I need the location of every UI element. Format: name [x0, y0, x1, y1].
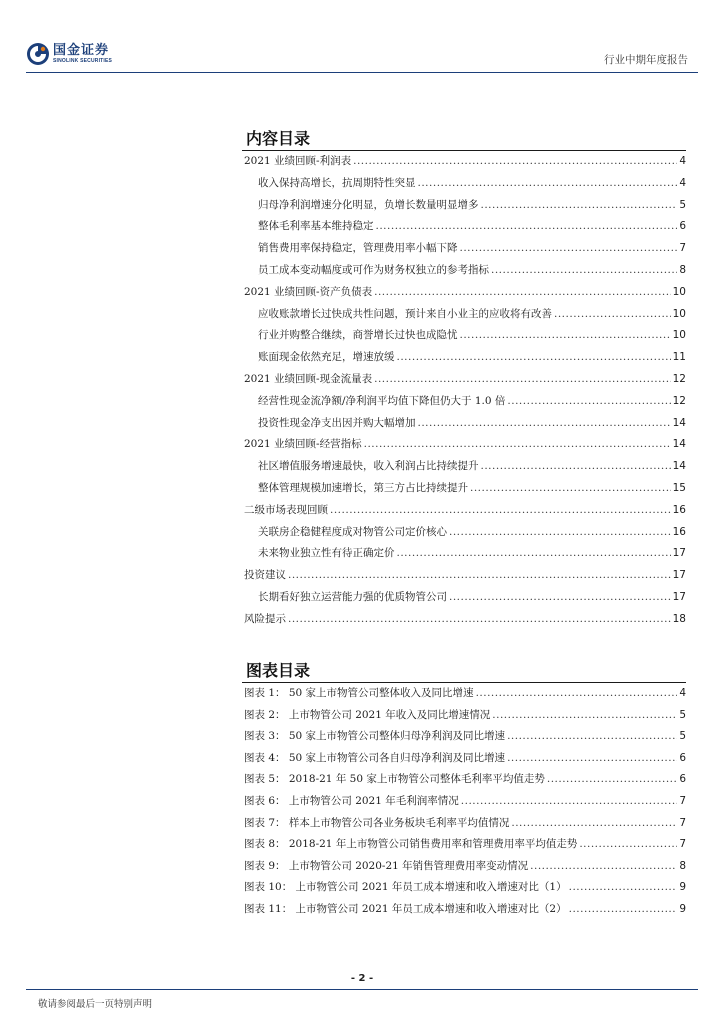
dot-leader: [460, 329, 671, 341]
dot-leader: [507, 752, 677, 764]
figure-entry-title: 图表 8： 2018-21 年上市物管公司销售费用率和管理费用率平均值走势: [244, 838, 578, 851]
figure-entry-page: 9: [679, 902, 686, 915]
dot-leader: [507, 730, 677, 742]
toc-entry[interactable]: [244, 458, 686, 480]
toc-entry[interactable]: [244, 524, 686, 546]
toc-entry-page: 17: [672, 590, 686, 603]
figure-entry-title: 图表 6： 上市物管公司 2021 年毛利润率情况: [244, 794, 459, 807]
toc-entry-title: 整体毛利率基本维持稳定: [258, 220, 374, 233]
toc-entry[interactable]: [244, 393, 686, 415]
toc-entry-page: 6: [679, 220, 686, 233]
figures-list: [244, 685, 686, 923]
toc-entry-page: 12: [672, 372, 686, 385]
dot-leader: [491, 264, 677, 276]
toc-entry-page: 4: [679, 176, 686, 189]
sinolink-logo-icon: [26, 42, 50, 66]
toc-entry-page: 16: [672, 525, 686, 538]
figure-entry-page: 5: [679, 708, 686, 721]
toc-entry-page: 10: [672, 307, 686, 320]
dot-leader: [511, 817, 677, 829]
figure-entry-page: 5: [679, 730, 686, 743]
toc-entry[interactable]: [244, 262, 686, 284]
figure-entry-page: 7: [679, 838, 686, 851]
dot-leader: [397, 351, 671, 363]
toc-entry-title: 行业并购整合继续，商誉增长过快也成隐忧: [258, 329, 458, 342]
dot-leader: [418, 417, 671, 429]
figure-entry-title: 图表 10： 上市物管公司 2021 年员工成本增速和收入增速对比（1）: [244, 881, 567, 894]
toc-entry[interactable]: [244, 306, 686, 328]
figure-entry[interactable]: [244, 836, 686, 858]
toc-entry-title: 收入保持高增长，抗周期特性突显: [258, 176, 416, 189]
figure-entry[interactable]: [244, 685, 686, 707]
toc-entry-title: 投资建议: [244, 569, 286, 582]
figure-entry-page: 8: [679, 859, 686, 872]
figure-entry-page: 4: [679, 687, 686, 699]
page-number: - 2 -: [350, 973, 374, 984]
dot-leader: [476, 687, 678, 699]
figure-entry-page: 6: [679, 751, 686, 764]
dot-leader: [364, 438, 671, 450]
toc-entry[interactable]: [244, 480, 686, 502]
dot-leader: [547, 773, 677, 785]
toc-entry-title: 应收账款增长过快成共性问题，预计来自小业主的应收将有改善: [258, 307, 552, 320]
figure-entry[interactable]: [244, 707, 686, 729]
logo-chinese-name: 国金证券: [53, 42, 110, 58]
figure-entry[interactable]: [244, 793, 686, 815]
figure-entry[interactable]: [244, 858, 686, 880]
toc-entry[interactable]: [244, 589, 686, 611]
toc-entry[interactable]: [244, 415, 686, 437]
toc-entry-page: 12: [672, 394, 686, 407]
dot-leader: [288, 569, 671, 581]
figure-entry-title: 图表 9： 上市物管公司 2020-21 年销售管理费用率变动情况: [244, 859, 529, 872]
toc-title-rule: [242, 150, 686, 151]
company-logo: [26, 39, 132, 69]
figure-entry[interactable]: [244, 728, 686, 750]
figure-entry[interactable]: [244, 750, 686, 772]
figures-title: 图表目录: [246, 661, 311, 680]
dot-leader: [449, 526, 671, 538]
toc-entry-page: 14: [672, 460, 686, 473]
figure-entry-title: 图表 5： 2018-21 年 50 家上市物管公司整体毛利率平均值走势: [244, 773, 545, 786]
toc-entry-title: 未来物业独立性有待正确定价: [258, 547, 395, 560]
toc-entry-page: 16: [672, 503, 686, 516]
dot-leader: [461, 795, 678, 807]
toc-entry-title: 社区增值服务增速最快，收入利润占比持续提升: [258, 460, 479, 473]
dot-leader: [460, 242, 678, 254]
figure-entry-title: 图表 2： 上市物管公司 2021 年收入及同比增速情况: [244, 708, 491, 721]
dot-leader: [397, 547, 671, 559]
dot-leader: [481, 199, 678, 211]
toc-entry-title: 销售费用率保持稳定，管理费用率小幅下降: [258, 242, 458, 255]
toc-entry-title: 2021 业绩回顾-经营指标: [244, 438, 362, 451]
dot-leader: [449, 591, 671, 603]
report-type-label: 行业中期年度报告: [604, 54, 688, 66]
page-header: [0, 0, 724, 70]
toc-entry-title: 长期看好独立运营能力强的优质物管公司: [258, 590, 447, 603]
toc-entry-page: 4: [679, 155, 686, 167]
dot-leader: [376, 220, 678, 232]
toc-entry-page: 10: [672, 285, 686, 298]
toc-entry-page: 14: [672, 438, 686, 451]
dot-leader: [569, 903, 678, 915]
toc-entry-title: 整体管理规模加速增长，第三方占比持续提升: [258, 481, 468, 494]
toc-entry-title: 2021 业绩回顾-现金流量表: [244, 372, 373, 385]
toc-entry[interactable]: [244, 371, 686, 393]
toc-entry[interactable]: [244, 545, 686, 567]
toc-list: [244, 153, 686, 633]
figure-entry-title: 图表 4： 50 家上市物管公司各自归母净利润及同比增速: [244, 751, 506, 764]
dot-leader: [481, 460, 671, 472]
toc-entry[interactable]: [244, 240, 686, 262]
toc-entry[interactable]: [244, 153, 686, 175]
toc-entry-page: 17: [672, 547, 686, 560]
figure-entry-title: 图表 11： 上市物管公司 2021 年员工成本增速和收入增速对比（2）: [244, 902, 567, 915]
toc-entry-title: 归母净利润增速分化明显，负增长数量明显增多: [258, 198, 479, 211]
footer-divider: [26, 989, 698, 990]
dot-leader: [374, 373, 671, 385]
toc-entry-page: 17: [672, 569, 686, 582]
toc-entry-page: 7: [679, 242, 686, 255]
figure-entry[interactable]: [244, 815, 686, 837]
dot-leader: [353, 155, 677, 167]
toc-entry[interactable]: [244, 349, 686, 371]
toc-entry-page: 18: [672, 612, 686, 625]
dot-leader: [470, 482, 671, 494]
toc-entry-title: 经营性现金流净额/净利润平均值下降但仍大于 1.0 倍: [258, 394, 506, 407]
figure-entry-page: 7: [679, 794, 686, 807]
dot-leader: [530, 860, 677, 872]
toc-entry-title: 投资性现金净支出因并购大幅增加: [258, 416, 416, 429]
figure-entry-title: 图表 3： 50 家上市物管公司整体归母净利润及同比增速: [244, 730, 506, 743]
dot-leader: [374, 286, 671, 298]
figure-entry[interactable]: [244, 771, 686, 793]
toc-entry[interactable]: [244, 502, 686, 524]
figure-entry[interactable]: [244, 901, 686, 923]
figures-title-rule: [242, 682, 686, 683]
toc-entry[interactable]: [244, 197, 686, 219]
dot-leader: [569, 881, 678, 893]
dot-leader: [579, 838, 677, 850]
toc-entry-title: 风险提示: [244, 612, 286, 625]
toc-entry[interactable]: [244, 327, 686, 349]
dot-leader: [418, 177, 678, 189]
logo-english-name: SINOLINK SECURITIES: [53, 57, 113, 64]
toc-entry-title: 二级市场表现回顾: [244, 503, 328, 516]
figure-entry-page: 9: [679, 881, 686, 894]
dot-leader: [288, 613, 671, 625]
figure-entry-page: 7: [679, 816, 686, 829]
header-divider: [26, 72, 698, 73]
toc-entry-page: 8: [679, 263, 686, 276]
dot-leader: [507, 395, 670, 407]
toc-entry-title: 2021 业绩回顾-利润表: [244, 155, 352, 167]
toc-entry-page: 15: [672, 481, 686, 494]
toc-entry-title: 2021 业绩回顾-资产负债表: [244, 285, 373, 298]
figure-entry-title: 图表 7： 样本上市物管公司各业务板块毛利率平均值情况: [244, 816, 510, 829]
toc-entry-page: 10: [672, 329, 686, 342]
figure-entry-title: 图表 1： 50 家上市物管公司整体收入及同比增速: [244, 687, 474, 699]
toc-entry[interactable]: [244, 611, 686, 633]
toc-entry-title: 账面现金依然充足，增速放缓: [258, 351, 395, 364]
toc-entry[interactable]: [244, 567, 686, 589]
toc-entry[interactable]: [244, 218, 686, 240]
toc-entry-page: 5: [679, 198, 686, 211]
toc-entry[interactable]: [244, 284, 686, 306]
toc-entry-title: 关联房企稳健程度成对物管公司定价核心: [258, 525, 447, 538]
figure-entry-page: 6: [679, 773, 686, 786]
dot-leader: [554, 308, 671, 320]
figure-entry[interactable]: [244, 879, 686, 901]
toc-entry-title: 员工成本变动幅度或可作为财务权独立的参考指标: [258, 263, 489, 276]
dot-leader: [492, 709, 677, 721]
toc-entry[interactable]: [244, 175, 686, 197]
toc-entry-page: 11: [672, 351, 686, 364]
toc-entry-page: 14: [672, 416, 686, 429]
toc-title: 内容目录: [246, 129, 311, 148]
dot-leader: [330, 504, 671, 516]
toc-entry[interactable]: [244, 436, 686, 458]
footer-disclaimer: 敬请参阅最后一页特别声明: [38, 999, 153, 1010]
